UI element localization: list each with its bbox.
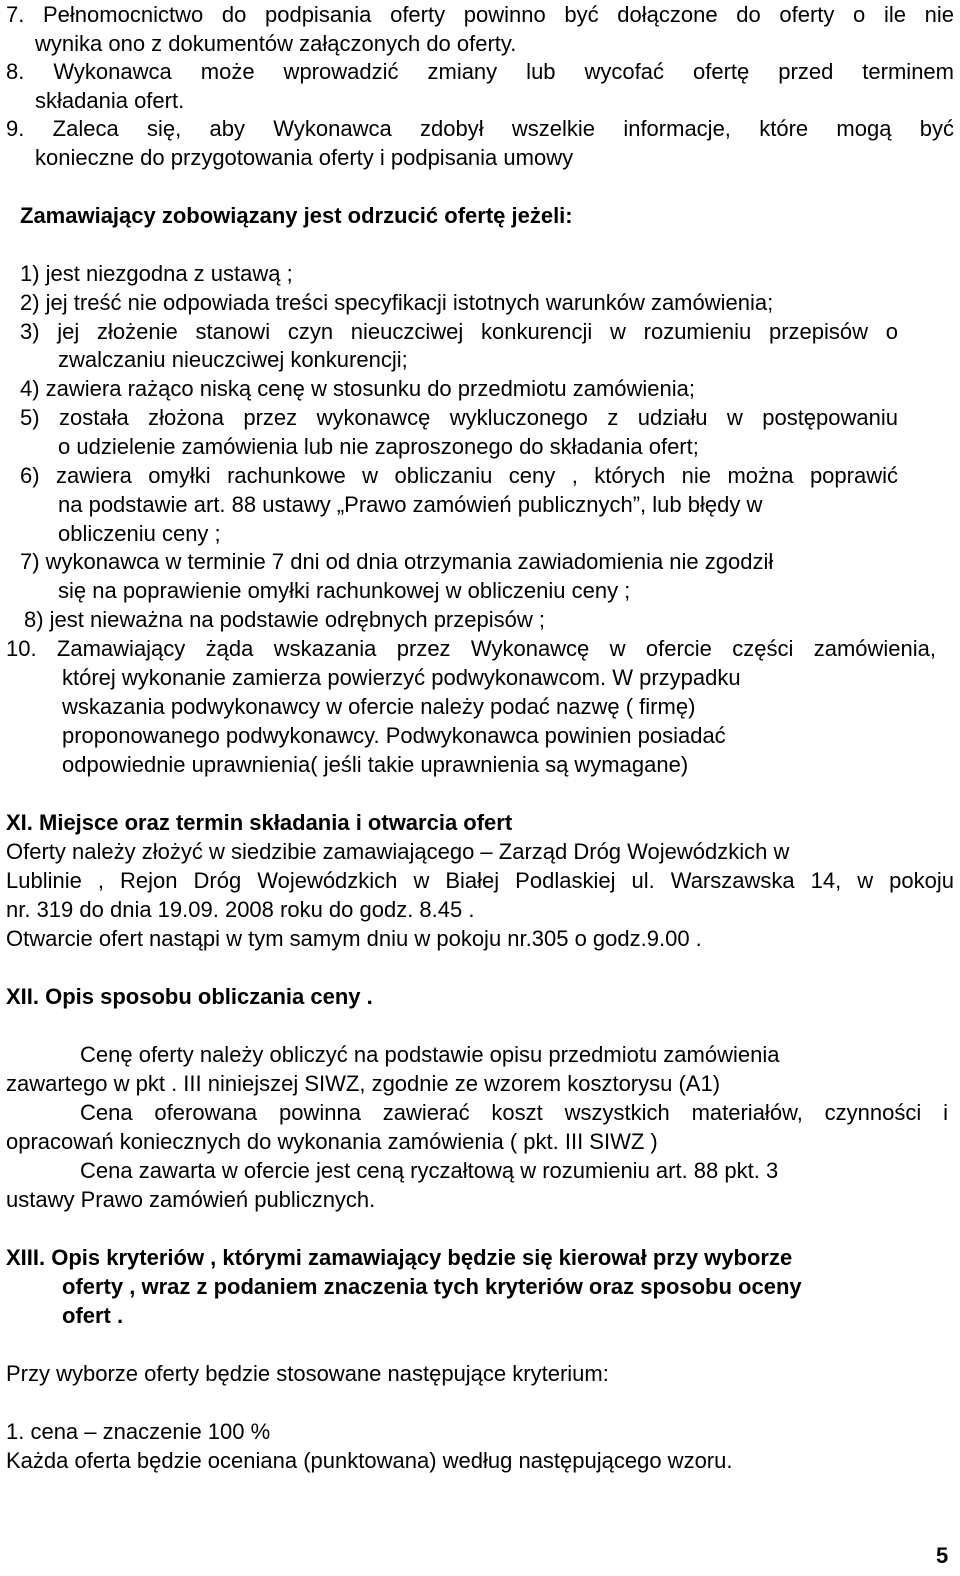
text-line: ofert . bbox=[62, 1303, 124, 1328]
text-line: 2) jej treść nie odpowiada treści specyfikacji istotnych warunków zamówienia; bbox=[20, 290, 774, 315]
text-line: Cena zawarta w ofercie jest ceną ryczałtową w rozumieniu art. 88 pkt. 3 bbox=[80, 1158, 779, 1183]
text-line: odpowiednie uprawnienia( jeśli takie uprawnienia są wymagane) bbox=[62, 752, 689, 777]
text-line: Zamawiający zobowiązany jest odrzucić ofertę jeżeli: bbox=[20, 203, 573, 228]
text-line: 1. cena – znaczenie 100 % bbox=[6, 1419, 271, 1444]
text-line: Oferty należy złożyć w siedzibie zamawiającego – Zarząd Dróg Wojewódzkich w bbox=[6, 839, 790, 864]
text-line: obliczeniu ceny ; bbox=[58, 521, 221, 546]
text-line: 7) wykonawca w terminie 7 dni od dnia otrzymania zawiadomienia nie zgodził bbox=[20, 549, 774, 574]
text-line: o udzielenie zamówienia lub nie zaproszonego do składania ofert; bbox=[58, 434, 699, 459]
text-line: na podstawie art. 88 ustawy „Prawo zamówień publicznych”, lub błędy w bbox=[58, 492, 763, 517]
text-line: Cenę oferty należy obliczyć na podstawie opisu przedmiotu zamówienia bbox=[80, 1042, 780, 1067]
text-line: nr. 319 do dnia 19.09. 2008 roku do godz. 8.45 . bbox=[6, 897, 475, 922]
text-line: składania ofert. bbox=[35, 88, 185, 113]
text-line: ustawy Prawo zamówień publicznych. bbox=[6, 1187, 376, 1212]
text-line: 7. Pełnomocnictwo do podpisania oferty powinno być dołączone do oferty o ile nie bbox=[6, 2, 954, 27]
text-line: Lublinie , Rejon Dróg Wojewódzkich w Białej Podlaskiej ul. Warszawska 14, w pokoju bbox=[6, 868, 954, 893]
text-line: 5) została złożona przez wykonawcę wykluczonego z udziału w postępowaniu bbox=[20, 405, 898, 430]
text-line: oferty , wraz z podaniem znaczenia tych kryteriów oraz sposobu oceny bbox=[62, 1274, 802, 1299]
text-line: 4) zawiera rażąco niską cenę w stosunku do przedmiotu zamówienia; bbox=[20, 376, 695, 401]
text-line: Cena oferowana powinna zawierać koszt wszystkich materiałów, czynności i bbox=[80, 1100, 948, 1125]
text-line: której wykonanie zamierza powierzyć podwykonawcom. W przypadku bbox=[62, 665, 741, 690]
text-line: zwalczaniu nieuczciwej konkurencji; bbox=[58, 347, 408, 372]
text-line: 3) jej złożenie stanowi czyn nieuczciwej konkurencji w rozumieniu przepisów o bbox=[20, 319, 898, 344]
text-line: Przy wyborze oferty będzie stosowane następujące kryterium: bbox=[6, 1361, 609, 1386]
text-line: 8. Wykonawca może wprowadzić zmiany lub wycofać ofertę przed terminem bbox=[6, 59, 954, 84]
text-line: proponowanego podwykonawcy. Podwykonawca powinien posiadać bbox=[62, 723, 726, 748]
text-line: 1) jest niezgodna z ustawą ; bbox=[20, 261, 293, 286]
text-line: XI. Miejsce oraz termin składania i otwarcia ofert bbox=[6, 810, 513, 835]
text-line: 9. Zaleca się, aby Wykonawca zdobył wszelkie informacje, które mogą być bbox=[6, 116, 954, 141]
text-line: XII. Opis sposobu obliczania ceny . bbox=[6, 984, 373, 1009]
text-line: Otwarcie ofert nastąpi w tym samym dniu w pokoju nr.305 o godz.9.00 . bbox=[6, 926, 702, 951]
text-line: się na poprawienie omyłki rachunkowej w obliczeniu ceny ; bbox=[58, 578, 631, 603]
text-line: 6) zawiera omyłki rachunkowe w obliczaniu ceny , których nie można poprawić bbox=[20, 463, 898, 488]
text-line: wynika ono z dokumentów załączonych do oferty. bbox=[35, 31, 517, 56]
page-number: 5 bbox=[936, 1543, 949, 1568]
text-line: konieczne do przygotowania oferty i podpisania umowy bbox=[35, 145, 574, 170]
text-line: zawartego w pkt . III niniejszej SIWZ, zgodnie ze wzorem kosztorysu (A1) bbox=[6, 1071, 721, 1096]
text-line: Każda oferta będzie oceniana (punktowana) według następującego wzoru. bbox=[6, 1448, 733, 1473]
text-line: XIII. Opis kryteriów , którymi zamawiający będzie się kierował przy wyborze bbox=[6, 1245, 793, 1270]
text-line: 8) jest nieważna na podstawie odrębnych przepisów ; bbox=[24, 607, 545, 632]
text-line: wskazania podwykonawcy w ofercie należy podać nazwę ( firmę) bbox=[62, 694, 696, 719]
text-line: 10. Zamawiający żąda wskazania przez Wykonawcę w ofercie części zamówienia, bbox=[6, 636, 936, 661]
text-line: opracowań koniecznych do wykonania zamówienia ( pkt. III SIWZ ) bbox=[6, 1129, 658, 1154]
